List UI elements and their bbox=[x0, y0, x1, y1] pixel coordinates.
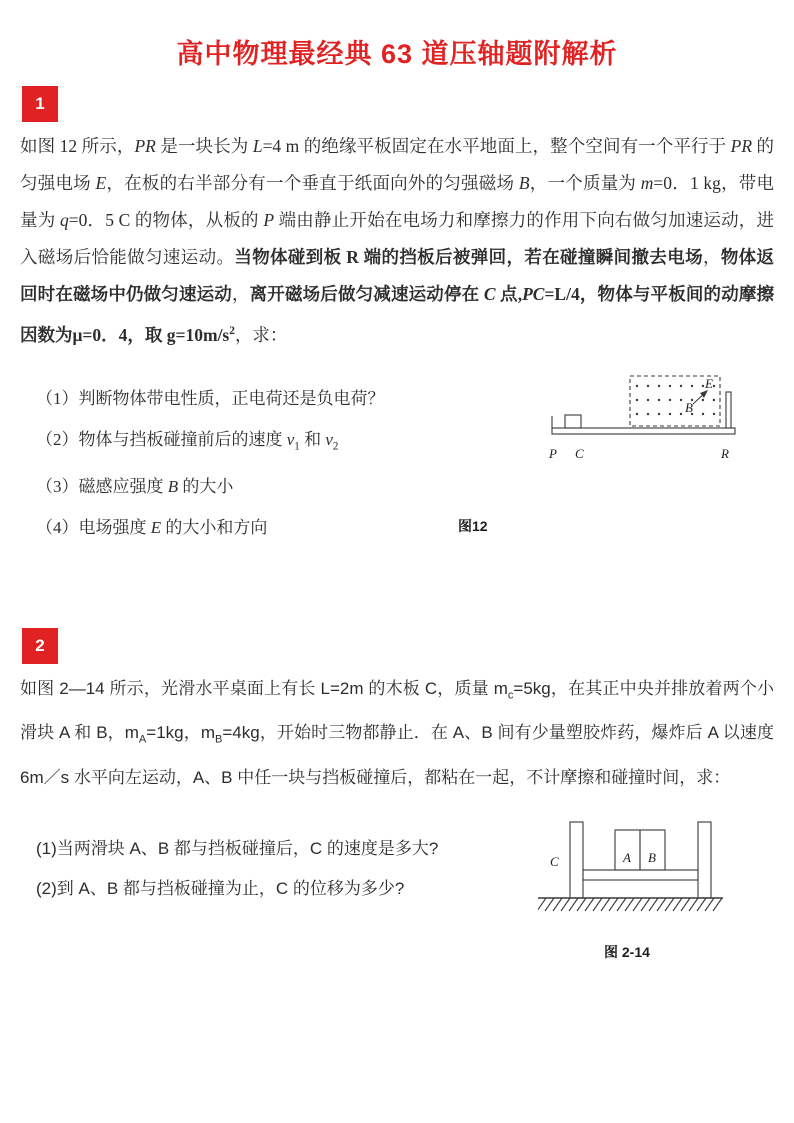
problem-2-question-2: (2)到 A、B 都与挡板碰撞为止，C 的位移为多少? bbox=[36, 879, 405, 898]
figure-12-diagram bbox=[545, 370, 750, 470]
label-A: A bbox=[623, 850, 631, 865]
label-C: C bbox=[575, 446, 584, 461]
problem-1-question-list bbox=[36, 388, 385, 558]
problem-1-question-4: （4）电场强度 E 的大小和方向 bbox=[36, 518, 268, 538]
problem-1-number-badge: 1 bbox=[22, 86, 58, 122]
problem-1-question-2: （2）物体与挡板碰撞前后的速度 $v_1$ 和 $v_2$ bbox=[36, 430, 339, 453]
left-baffle bbox=[570, 822, 583, 898]
label-B: B bbox=[648, 850, 656, 865]
plate bbox=[552, 428, 735, 434]
object-block bbox=[565, 415, 581, 428]
problem-2-body: 如图 2—14 所示，光滑水平桌面上有长 L=2m 的木板 C，质量 $m_c=5kg$，在其正中央并排放着两个小滑块 A 和 B，$m_A=1kg$，$m_B=4kg$，开始时三物都静止．在 A、B 间有少量塑胶炸药，爆炸后 A 以速度 6m／s 水平向左运动，A、B 中任一块与挡板碰撞后，都粘在一起，不计摩擦和碰撞时间，求： bbox=[20, 679, 775, 787]
problem-2-question-list bbox=[36, 838, 438, 918]
problem-1-body: 如图 12 所示，PR 是一块长为 L=4 m 的绝缘平板固定在水平地面上，整个空间有一个平行于 PR 的匀强电场 E，在板的右半部分有一个垂直于纸面向外的匀强磁场 B，一个质量为 m=0．1 kg，带电量为 q=0．5 C 的物体，从板的 P 端由静止开始在电场力和摩擦力的作用下向右做匀加速运动，进入磁场后恰能做匀速运动。当物体碰到板 R 端的挡板后被弹回，若在碰撞瞬间撤去电场，物体返回时在磁场中仍做匀速运动，离开磁场后做匀减速运动停在 C 点,PC=L/4，物体与平板间的动摩擦因数为μ=0．4，取 $g=10m/s^2$，求： bbox=[20, 136, 775, 345]
baffle bbox=[726, 392, 731, 428]
problem-2-question-1: (1)当两滑块 A、B 都与挡板碰撞后，C 的速度是多大? bbox=[36, 839, 439, 858]
field-dots bbox=[636, 385, 715, 415]
page-title: 高中物理最经典 63 道压轴题附解析 bbox=[176, 39, 618, 69]
problem-1-question-3: （3）磁感应强度 B 的大小 bbox=[36, 477, 234, 497]
ground-hatching bbox=[538, 898, 722, 911]
figure-2-14-caption: 图 2-14 bbox=[604, 944, 650, 960]
label-R: R bbox=[721, 446, 729, 461]
board bbox=[583, 870, 698, 880]
figure-12 bbox=[545, 370, 750, 475]
label-B: B bbox=[685, 400, 693, 415]
figure-2-14 bbox=[538, 816, 723, 931]
label-C: C bbox=[550, 854, 559, 869]
figure-12-caption: 图12 bbox=[458, 518, 488, 534]
problem-2-number-badge: 2 bbox=[22, 628, 58, 664]
figure-2-14-diagram bbox=[538, 816, 723, 926]
label-E: E bbox=[705, 376, 713, 391]
right-baffle bbox=[698, 822, 711, 898]
label-P: P bbox=[549, 446, 557, 461]
problem-1-question-1: （1）判断物体带电性质，正电荷还是负电荷？ bbox=[36, 389, 385, 408]
